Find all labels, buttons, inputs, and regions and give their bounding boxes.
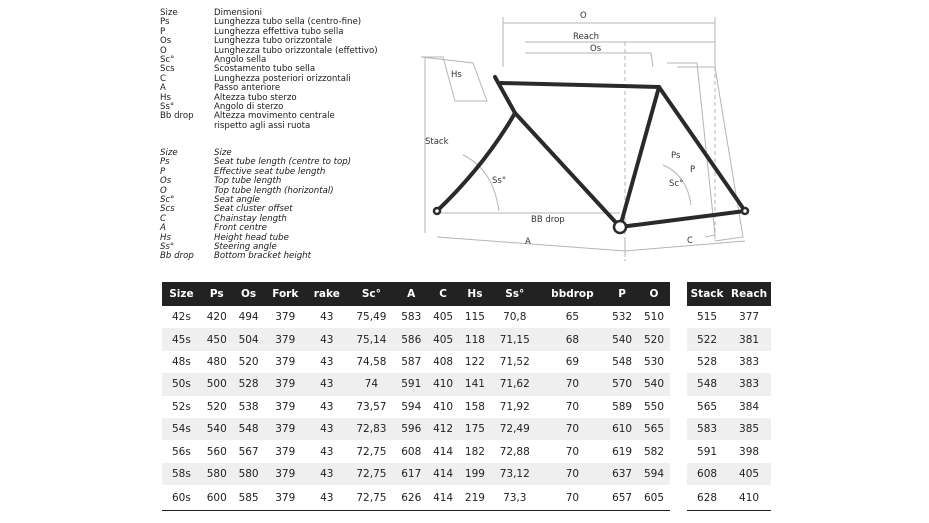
table-cell: 583 (687, 418, 727, 440)
table-cell: 637 (606, 463, 638, 485)
legend-value: Steering angle (214, 242, 277, 253)
seat-stay (659, 87, 745, 211)
table-cell: 74,58 (356, 355, 387, 368)
legend-italian (160, 9, 378, 131)
table-cell: 567 (238, 445, 259, 458)
column-header: bbdrop (539, 282, 607, 306)
table-cell: 72,75 (348, 463, 396, 485)
legend-value: Lunghezza tubo orizzontale (214, 36, 333, 47)
legend-key: Scs (160, 204, 175, 215)
dimension-line-a (437, 237, 625, 251)
table-cell: 520 (238, 355, 259, 368)
legend-key: Ss° (160, 242, 175, 253)
label-a: A (525, 237, 531, 247)
legend-value: Lunghezza tubo sella (centro-fine) (214, 17, 362, 28)
table-cell: 379 (265, 485, 307, 511)
column-header: A (395, 282, 427, 306)
legend-value: Bottom bracket height (214, 251, 311, 262)
legend-value: Angolo sella (214, 55, 267, 66)
table-cell: 582 (643, 445, 665, 458)
table-cell: 480 (206, 355, 227, 368)
table-cell: 45s (162, 328, 201, 350)
table-cell: 52s (171, 400, 191, 413)
table-cell: 68 (539, 328, 607, 350)
table-row (687, 463, 771, 485)
table-cell: 548 (233, 418, 265, 440)
legend-value: Altezza movimento centrale (214, 111, 335, 122)
legend-value: Dimensioni (214, 8, 263, 18)
table-row (162, 351, 670, 373)
table-cell: 379 (275, 445, 296, 458)
legend-row (160, 122, 378, 131)
column-header: rake (306, 282, 347, 306)
table-cell: 520 (638, 328, 670, 350)
label-ps: Ps (671, 151, 681, 161)
table-cell: 70 (539, 485, 607, 511)
table-cell: 583 (401, 311, 422, 324)
label-p: P (690, 165, 696, 175)
table-row (162, 328, 670, 350)
table-cell: 608 (687, 463, 727, 485)
table-cell: 591 (697, 445, 718, 458)
table-row (687, 328, 771, 350)
table-cell: 408 (433, 355, 454, 368)
table-cell: 605 (638, 485, 670, 511)
table-cell: 219 (459, 485, 491, 511)
table-cell: 377 (739, 311, 760, 324)
legend-value: Lunghezza effettiva tubo sella (214, 26, 344, 37)
table-cell: 398 (739, 445, 760, 458)
legend-key: Size (160, 148, 178, 158)
legend-key: Ss° (160, 102, 175, 113)
table-row (687, 396, 771, 418)
dimension-box-ps (667, 63, 715, 237)
table-cell: 596 (395, 418, 427, 440)
table-cell: 43 (320, 400, 334, 413)
table-cell: 42s (171, 311, 191, 324)
table-cell: 70,8 (503, 311, 527, 324)
table-cell: 379 (265, 418, 307, 440)
table-cell: 43 (320, 355, 334, 368)
table-cell: 56s (171, 445, 191, 458)
legend-key: P (160, 26, 166, 37)
table-cell: 43 (306, 328, 347, 350)
table-cell: 410 (433, 400, 454, 413)
table-cell: 560 (206, 445, 227, 458)
label-os: Os (590, 44, 602, 54)
table-row (687, 351, 771, 373)
table-cell: 71,62 (491, 373, 539, 395)
table-cell: 182 (464, 445, 485, 458)
table-cell: 48s (171, 355, 191, 368)
legend-key: Sc° (160, 195, 175, 206)
table-cell: 58s (162, 463, 201, 485)
table-cell: 73,57 (356, 400, 387, 413)
table-cell: 494 (238, 311, 259, 324)
table-cell: 75,14 (348, 328, 396, 350)
table-cell: 70 (565, 400, 580, 413)
legend-value: Seat angle (214, 195, 260, 206)
table-cell: 379 (265, 373, 307, 395)
table-cell: 115 (464, 311, 485, 324)
table-cell: 591 (395, 373, 427, 395)
table-cell: 70 (539, 373, 607, 395)
table-cell: 69 (565, 355, 580, 368)
bottom-bracket (614, 221, 626, 233)
table-cell: 414 (427, 485, 459, 511)
column-header: Hs (459, 282, 491, 306)
table-cell: 383 (739, 355, 760, 368)
legend-key: O (160, 45, 167, 56)
table-cell: 420 (206, 311, 227, 324)
table-cell: 65 (565, 311, 580, 324)
legend-value: Passo anteriore (214, 83, 281, 94)
legend-key: Os (160, 176, 172, 187)
legend-key: Scs (160, 64, 175, 75)
table-cell: 530 (643, 355, 665, 368)
table-cell: 70 (539, 463, 607, 485)
column-header: Size (162, 282, 201, 306)
table-row (162, 373, 670, 395)
table-cell: 412 (427, 418, 459, 440)
legend-key: Bb drop (160, 111, 194, 122)
legend-key: Hs (160, 92, 171, 103)
table-cell: 414 (433, 445, 454, 458)
table-cell: 522 (687, 328, 727, 350)
table-cell: 586 (395, 328, 427, 350)
column-header: O (638, 282, 670, 306)
table-cell: 43 (306, 485, 347, 511)
geometry-table (162, 282, 670, 511)
table-cell: 74 (348, 373, 396, 395)
frame-geometry-diagram (415, 5, 785, 263)
table-cell: 43 (306, 373, 347, 395)
table-cell: 72,49 (491, 418, 539, 440)
stack-reach-table (687, 282, 771, 511)
table-cell: 43 (320, 311, 334, 324)
dimension-line-os (525, 53, 653, 67)
legend-value: Seat cluster offset (214, 204, 293, 215)
legend-value: Angolo di sterzo (214, 102, 284, 113)
table-cell: 379 (265, 463, 307, 485)
table-cell: 550 (643, 400, 665, 413)
down-tube (515, 113, 620, 227)
table-row (687, 418, 771, 440)
table-cell: 585 (233, 485, 265, 511)
label-bbdrop: BB drop (531, 215, 565, 225)
table-cell: 158 (464, 400, 485, 413)
legend-value: Scostamento tubo sella (214, 64, 316, 75)
legend-key: Hs (160, 232, 171, 243)
table-row (162, 440, 670, 462)
legend-key: Ps (160, 157, 170, 168)
table-cell: 570 (606, 373, 638, 395)
column-header: Reach (727, 282, 771, 306)
legend-row (160, 252, 351, 261)
label-hs: Hs (451, 70, 462, 80)
legend-value: rispetto agli assi ruota (214, 120, 311, 131)
table-cell: 71,15 (491, 328, 539, 350)
table-cell: 600 (201, 485, 233, 511)
legend-value: Height head tube (214, 232, 289, 243)
legend-key: Os (160, 36, 172, 47)
legend-key: Bb drop (160, 251, 194, 262)
table-cell: 580 (233, 463, 265, 485)
label-o: O (580, 11, 587, 21)
column-header: Os (233, 282, 265, 306)
legend-value: Top tube length (horizontal) (214, 185, 334, 196)
table-row (162, 418, 670, 440)
column-header: P (606, 282, 638, 306)
table-cell: 540 (606, 328, 638, 350)
table-cell: 628 (687, 485, 727, 511)
table-row (162, 485, 670, 511)
dimension-line-c (625, 241, 745, 251)
table-cell: 410 (727, 485, 771, 511)
table-cell: 610 (606, 418, 638, 440)
table-cell: 540 (638, 373, 670, 395)
table-cell: 538 (238, 400, 259, 413)
legend-value: Lunghezza tubo orizzontale (effettivo) (214, 45, 378, 56)
table-cell: 71,52 (499, 355, 530, 368)
table-cell: 532 (612, 311, 633, 324)
table-cell: 385 (727, 418, 771, 440)
table-cell: 72,75 (356, 445, 387, 458)
table-cell: 626 (395, 485, 427, 511)
table-row (162, 306, 670, 328)
table-cell: 73,12 (491, 463, 539, 485)
seat-tube (620, 87, 659, 227)
legend-value: Effective seat tube length (214, 166, 326, 177)
top-tube (501, 83, 659, 87)
legend-key: Sc° (160, 55, 175, 66)
table-cell: 118 (459, 328, 491, 350)
table-cell: 548 (612, 355, 633, 368)
table-cell: 379 (275, 400, 296, 413)
column-header: C (427, 282, 459, 306)
table-cell: 43 (306, 463, 347, 485)
table-cell: 520 (206, 400, 227, 413)
column-header: Ss° (491, 282, 539, 306)
table-cell: 565 (638, 418, 670, 440)
table-cell: 515 (697, 311, 718, 324)
table-cell: 175 (459, 418, 491, 440)
table-cell: 71,92 (499, 400, 530, 413)
legend-row (160, 47, 378, 56)
table-cell: 504 (233, 328, 265, 350)
table-cell: 72,75 (348, 485, 396, 511)
table-cell: 43 (306, 418, 347, 440)
legend-english (160, 149, 351, 262)
legend-value: Seat tube length (centre to top) (214, 157, 352, 168)
column-header: Stack (687, 282, 727, 306)
table-cell: 72,83 (348, 418, 396, 440)
legend-key: A (160, 223, 166, 234)
legend-key (160, 122, 214, 131)
table-cell: 379 (275, 311, 296, 324)
table-cell: 500 (201, 373, 233, 395)
table-cell: 405 (433, 311, 454, 324)
table-cell: 75,49 (356, 311, 387, 324)
legend-value: Top tube length (214, 176, 282, 187)
legend-value: Front centre (214, 223, 267, 234)
table-cell: 54s (162, 418, 201, 440)
table-cell: 608 (401, 445, 422, 458)
table-cell: 379 (265, 328, 307, 350)
table-cell: 379 (275, 355, 296, 368)
table-cell: 72,88 (499, 445, 530, 458)
table-cell: 70 (539, 418, 607, 440)
label-ss: Ss° (492, 176, 507, 186)
table-cell: 528 (697, 355, 718, 368)
legend-value: Lunghezza posteriori orizzontali (214, 73, 351, 84)
fork (437, 113, 515, 211)
table-cell: 528 (233, 373, 265, 395)
column-header: Fork (265, 282, 307, 306)
table-row (162, 396, 670, 418)
label-reach: Reach (573, 32, 600, 42)
legend-key: C (160, 213, 167, 224)
legend-key: C (160, 73, 167, 84)
label-sc: Sc° (669, 179, 684, 189)
table-cell: 43 (320, 445, 334, 458)
table-cell: 73,3 (491, 485, 539, 511)
legend-key: Ps (160, 17, 170, 28)
column-header: Sc° (348, 282, 396, 306)
table-row (687, 440, 771, 462)
table-cell: 405 (727, 463, 771, 485)
table-cell: 122 (464, 355, 485, 368)
table-cell: 657 (606, 485, 638, 511)
table-cell: 587 (401, 355, 422, 368)
legend-key: Size (160, 8, 178, 18)
legend-key: P (160, 166, 166, 177)
table-cell: 50s (162, 373, 201, 395)
table-cell: 619 (612, 445, 633, 458)
table-cell: 384 (739, 400, 760, 413)
legend-key: A (160, 83, 166, 94)
table-cell: 589 (612, 400, 633, 413)
table-cell: 199 (459, 463, 491, 485)
table-cell: 548 (687, 373, 727, 395)
table-cell: 410 (427, 373, 459, 395)
table-cell: 60s (162, 485, 201, 511)
column-header: Ps (201, 282, 233, 306)
legend-value: Size (214, 148, 232, 158)
table-cell: 405 (427, 328, 459, 350)
table-cell: 510 (643, 311, 665, 324)
table-cell: 70 (565, 445, 580, 458)
legend-key: O (160, 185, 167, 196)
legend-value: Chainstay length (214, 213, 287, 224)
table-cell: 414 (427, 463, 459, 485)
label-c: C (687, 236, 693, 246)
table-cell: 540 (201, 418, 233, 440)
table-cell: 565 (697, 400, 718, 413)
table-cell: 450 (201, 328, 233, 350)
table-cell: 580 (201, 463, 233, 485)
table-cell: 383 (727, 373, 771, 395)
table-row (687, 306, 771, 328)
label-stack: Stack (425, 137, 449, 147)
table-cell: 594 (401, 400, 422, 413)
table-row (687, 373, 771, 395)
chain-stay (620, 211, 745, 227)
table-cell: 594 (638, 463, 670, 485)
table-row (162, 463, 670, 485)
table-cell: 141 (459, 373, 491, 395)
legend-value: Altezza tubo sterzo (214, 92, 297, 103)
table-cell: 381 (727, 328, 771, 350)
table-row (687, 485, 771, 511)
table-cell: 617 (395, 463, 427, 485)
